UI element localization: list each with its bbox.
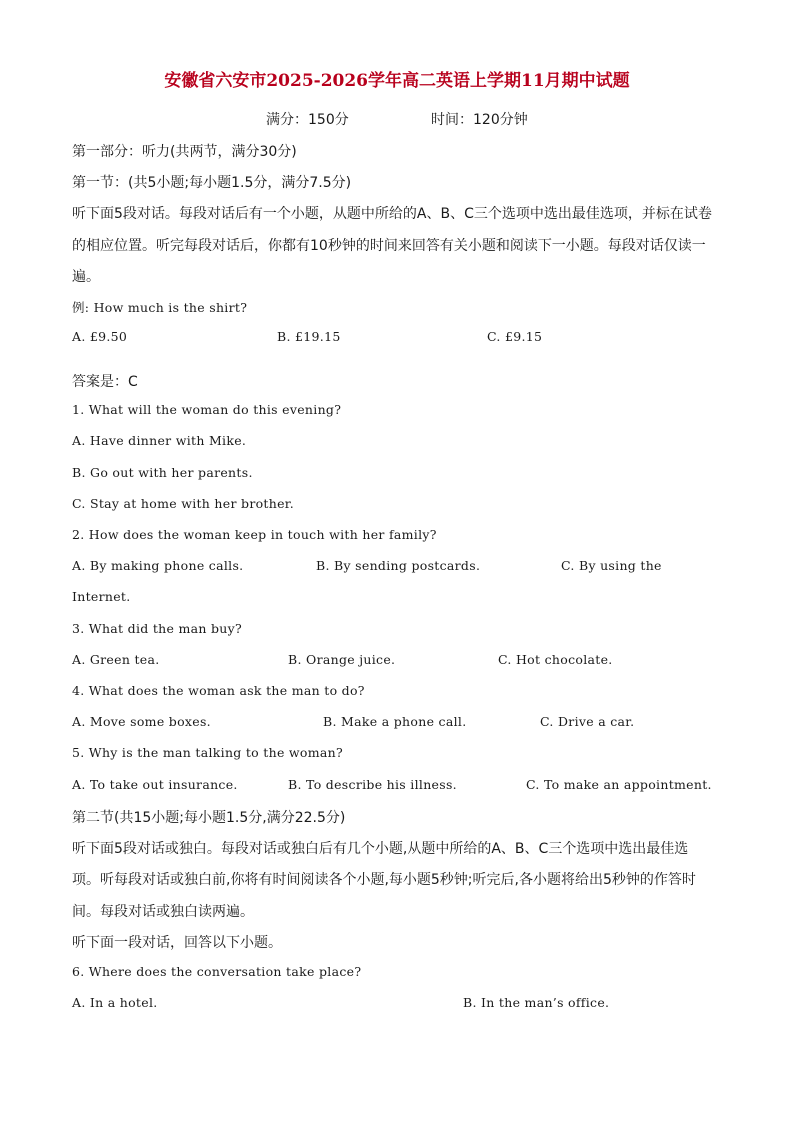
q2-option-c-continued: Internet. [72, 589, 131, 604]
question-6: 6. Where does the conversation take place? [72, 964, 362, 979]
q4-option-c: C. Drive a car. [540, 714, 635, 729]
example-option-b: B. £19.15 [277, 329, 341, 344]
q3-option-b: B. Orange juice. [288, 652, 396, 667]
q6-option-a: A. In a hotel. [72, 995, 158, 1010]
q4-option-a: A. Move some boxes. [72, 714, 211, 729]
instruction-line: 遍。 [72, 269, 100, 285]
example-option-c: C. £9.15 [487, 329, 543, 344]
q1-option-b: B. Go out with her parents. [72, 465, 253, 480]
instruction-line: 间。每段对话或独白读两遍。 [72, 904, 254, 920]
q4-option-b: B. Make a phone call. [323, 714, 467, 729]
question-4: 4. What does the woman ask the man to do? [72, 683, 365, 698]
exam-title: 安徽省六安市2025-2026学年高二英语上学期11月期中试题 [164, 71, 630, 91]
section2-heading: 第二节(共15小题;每小题1.5分,满分22.5分) [72, 810, 346, 826]
q2-option-a: A. By making phone calls. [72, 558, 244, 573]
full-marks: 满分：150分 [266, 112, 349, 128]
example-question: 例: How much is the shirt? [72, 300, 248, 315]
q2-option-b: B. By sending postcards. [316, 558, 481, 573]
instruction-line: 项。听每段对话或独白前,你将有时间阅读各个小题,每小题5秒钟;听完后,各小题将给出5秒钟的作答时 [72, 872, 696, 888]
q6-option-b: B. In the man’s office. [463, 995, 610, 1010]
q2-option-c: C. By using the [561, 558, 662, 573]
instruction-line: 听下面5段对话。每段对话后有一个小题，从题中所给的A、B、C三个选项中选出最佳选项，并标在试卷 [72, 206, 712, 222]
question-2: 2. How does the woman keep in touch with her family? [72, 527, 437, 542]
question-1: 1. What will the woman do this evening? [72, 402, 342, 417]
exam-time: 时间：120分钟 [431, 112, 528, 128]
q5-option-c: C. To make an appointment. [526, 777, 712, 792]
q5-option-a: A. To take out insurance. [72, 777, 238, 792]
instruction-line: 的相应位置。听完每段对话后，你都有10秒钟的时间来回答有关小题和阅读下一小题。每段对话仅读一 [72, 238, 706, 254]
q3-option-a: A. Green tea. [72, 652, 160, 667]
example-option-a: A. £9.50 [72, 329, 128, 344]
instruction-line: 听下面5段对话或独白。每段对话或独白后有几个小题,从题中所给的A、B、C三个选项中选出最佳选 [72, 841, 689, 857]
part1-heading: 第一部分：听力(共两节，满分30分) [72, 144, 297, 160]
q5-option-b: B. To describe his illness. [288, 777, 457, 792]
q1-option-c: C. Stay at home with her brother. [72, 496, 294, 511]
q1-option-a: A. Have dinner with Mike. [72, 433, 247, 448]
question-3: 3. What did the man buy? [72, 621, 243, 636]
listen-prompt: 听下面一段对话，回答以下小题。 [72, 935, 282, 951]
example-answer: 答案是：C [72, 374, 138, 390]
q3-option-c: C. Hot chocolate. [498, 652, 613, 667]
section1-heading: 第一节：(共5小题;每小题1.5分，满分7.5分) [72, 175, 352, 191]
question-5: 5. Why is the man talking to the woman? [72, 745, 344, 760]
